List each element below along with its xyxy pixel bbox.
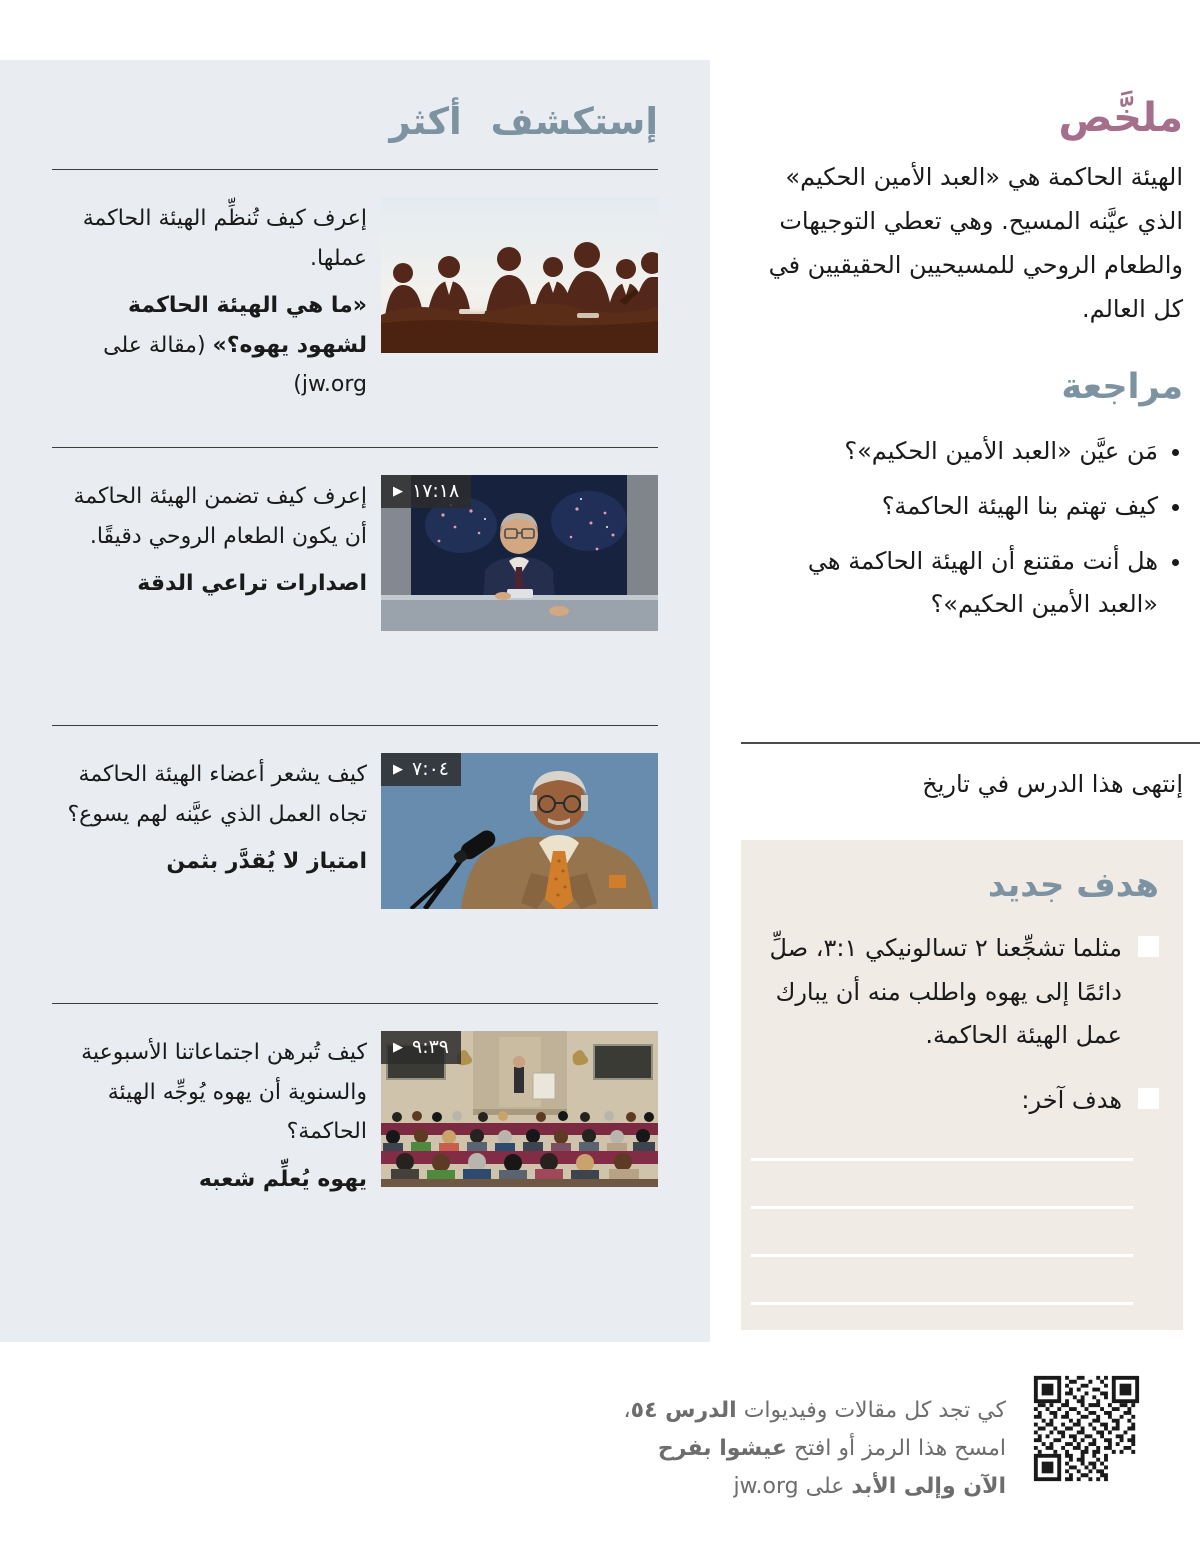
video-title-link[interactable]: اصدارات تراعي الدقة [137,571,367,597]
writing-line [751,1254,1133,1257]
writing-line [751,1206,1133,1209]
explore-item-description: كيف تُبرهن اجتماعاتنا الأسبوعية والسنوية أن يهوه يُوجِّه الهيئة الحاكمة؟ [81,1040,367,1145]
qr-caption-line: الآن وإلى الأبد على jw.org [733,1473,1006,1499]
article-title-link[interactable]: «ما هي الهيئة الحاكمة لشهود يهوه؟» [127,293,367,358]
explore-item-video-thumb[interactable] [381,753,658,909]
explore-item-title [52,286,367,405]
qr-caption-line: كي تجد كل مقالات وفيديوات الدرس ٥٤، [623,1398,1006,1423]
explore-item [52,447,658,725]
explore-more-heading: إستكشف أكثر [389,100,658,143]
writing-line [751,1302,1133,1305]
completion-date-label: إنتهى هذا الدرس في تاريخ [922,770,1183,799]
goal-checkbox[interactable] [1138,936,1159,957]
explore-item-video-thumb[interactable] [381,1031,658,1187]
qr-section [624,1372,1143,1505]
explore-item-description: إعرف كيف تُنظِّم الهيئة الحاكمة عملها. [82,206,367,271]
explore-item-video-thumb[interactable] [381,475,658,631]
play-icon: ▶ [393,761,403,777]
qr-caption-line: امسح هذا الرمز أو افتح عيشوا بفرح [657,1435,1006,1461]
play-icon: ▶ [393,1039,403,1055]
qr-code [1030,1372,1143,1485]
goal-heading: هدف جديد [987,865,1159,906]
goal-item [765,1079,1159,1122]
summary-text: الهيئة الحاكمة هي «العبد الأمين الحكيم» الذي عيَّنه المسيح. وهي تعطي التوجيهات والطعام الروحي للمسيحيين الحقيقيين في كل العالم. [768,163,1183,323]
explore-item-description: كيف يشعر أعضاء الهيئة الحاكمة تجاه العمل الذي عيَّنه لهم يسوع؟ [67,762,367,827]
video-duration: ٧:٠٤ [412,758,450,780]
goal-item-text: مثلما تشجِّعنا ٢ تسالونيكي ٣:١، صلِّ دائمًا إلى يهوه واطلب منه أن يبارك عمل الهيئة الحاكمة. [769,934,1122,1049]
video-duration: ٩:٣٩ [412,1036,450,1058]
video-duration-badge [381,1031,461,1064]
video-duration-badge [381,753,461,786]
goal-item-text: هدف آخر: [1021,1086,1122,1115]
video-title-link[interactable]: امتياز لا يُقدَّر بثمن [166,849,367,875]
summary-heading: ملخَّص [1058,95,1183,141]
writing-line [751,1158,1133,1161]
video-duration-badge [381,475,471,508]
qr-caption [624,1392,1006,1505]
explore-item [52,169,658,447]
explore-item-text [52,1031,367,1199]
study-column [741,60,1200,1330]
meeting-silhouette-image [381,197,658,353]
explore-item [52,1003,658,1281]
explore-item-text [52,475,367,604]
review-heading: مراجعة [1061,366,1183,407]
explore-item-description: إعرف كيف تضمن الهيئة الحاكمة أن يكون الطعام الروحي دقيقًا. [73,484,367,549]
review-question: • كيف تهتم بنا الهيئة الحاكمة؟ [741,485,1158,528]
explore-more-panel [0,60,710,1342]
goal-box [741,840,1183,1330]
explore-item-text [52,753,367,882]
review-question: • هل أنت مقتنع أن الهيئة الحاكمة هي «العبد الأمين الحكيم»؟ [741,540,1158,626]
explore-item [52,725,658,1003]
article-title-source: (مقالة على jw.org) [103,332,367,398]
goal-checkbox[interactable] [1138,1088,1159,1109]
section-divider [741,742,1200,744]
goal-writing-lines [765,1158,1159,1305]
explore-item-text [52,197,367,405]
review-questions [741,430,1200,627]
explore-item-article-thumb[interactable] [381,197,658,353]
review-question: • مَن عيَّن «العبد الأمين الحكيم»؟ [741,430,1158,473]
goal-item [765,927,1159,1057]
video-title-link[interactable]: يهوه يُعلِّم شعبه [198,1166,367,1192]
play-icon: ▶ [393,483,403,499]
video-duration: ١٧:١٨ [412,480,460,502]
